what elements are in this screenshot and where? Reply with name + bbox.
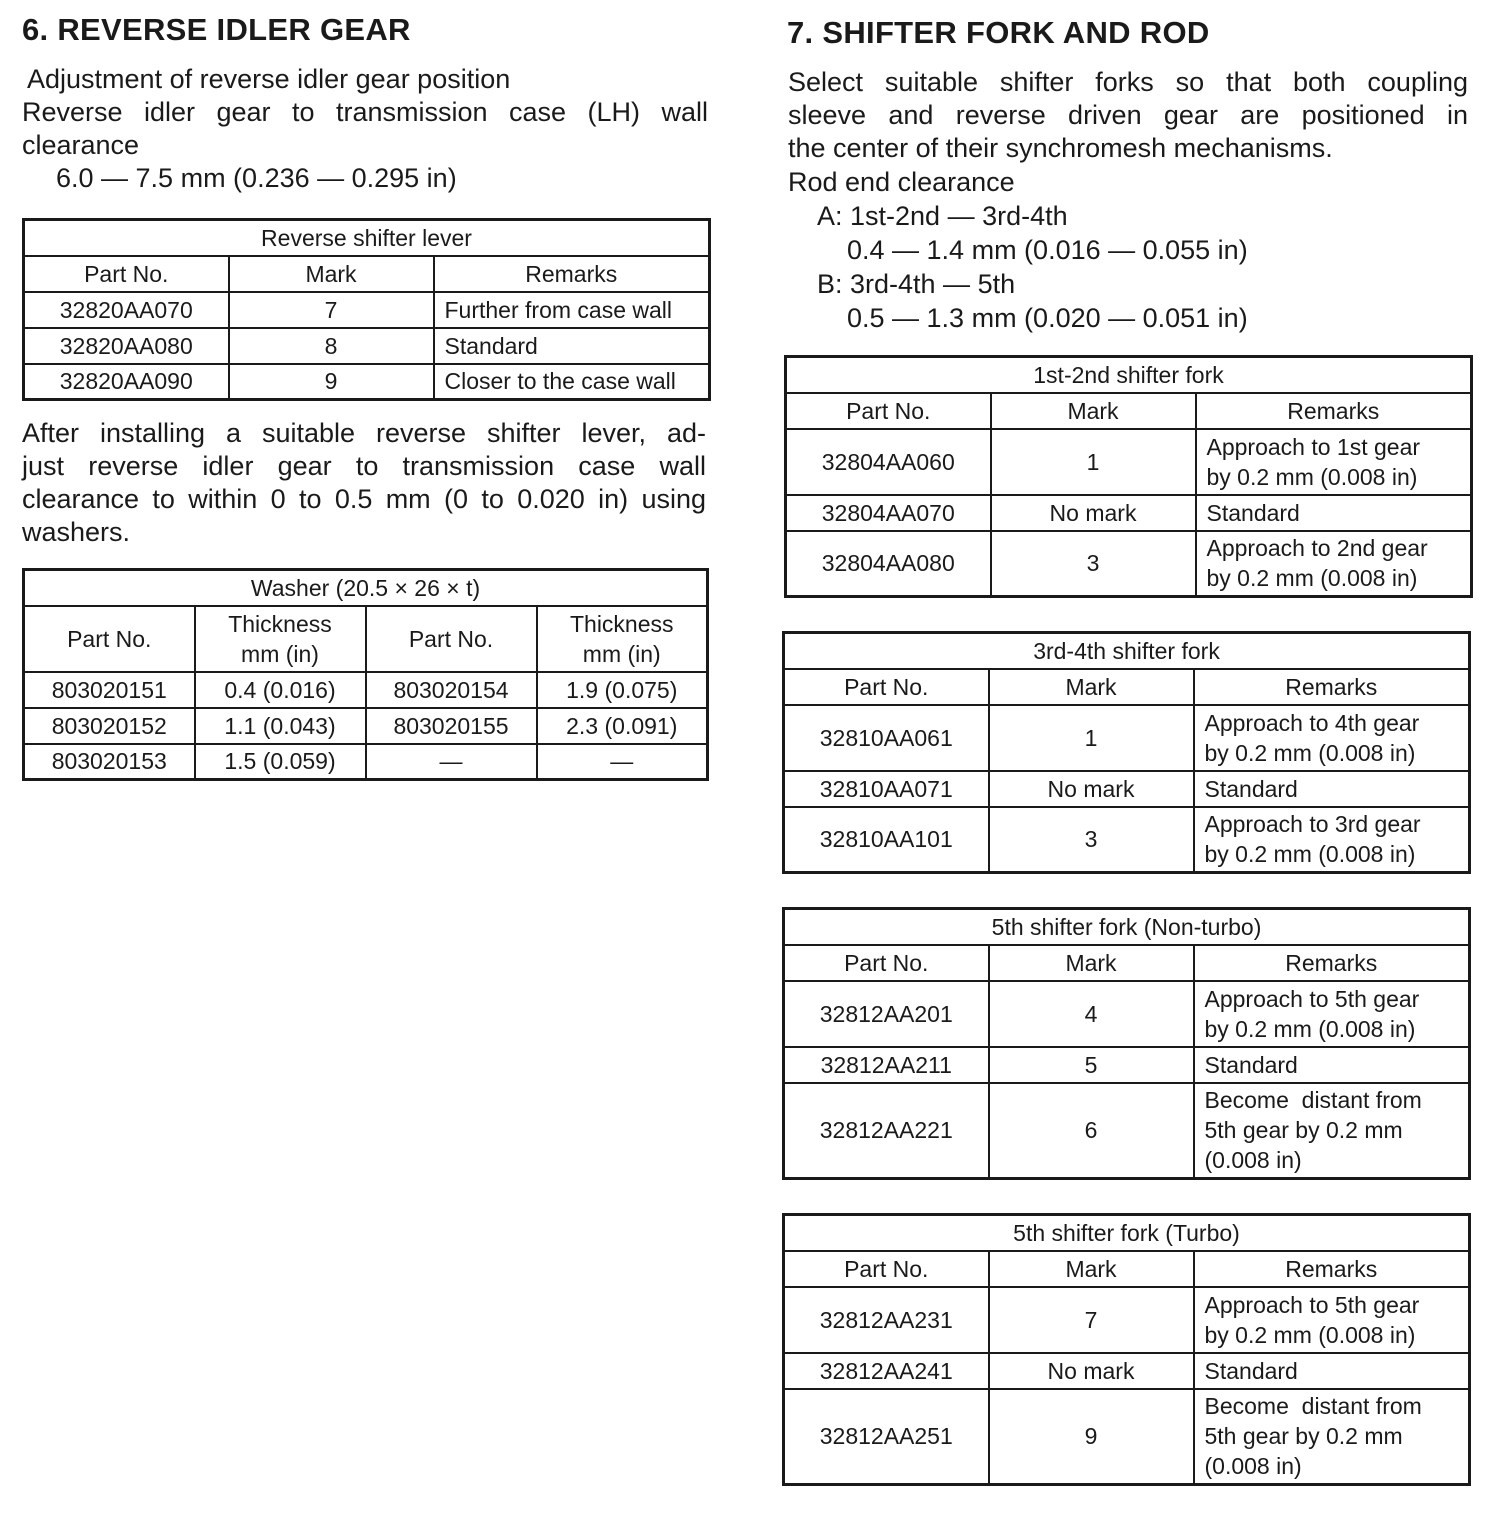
table-row xyxy=(786,531,1472,597)
mark: 9 xyxy=(229,364,434,400)
part-no: 32820AA080 xyxy=(24,328,229,364)
remarks-line: Become distant from xyxy=(1204,1087,1422,1114)
table-row xyxy=(784,1287,1470,1353)
table-caption: 3rd-4th shifter fork xyxy=(784,633,1470,669)
mark: No mark xyxy=(989,1353,1194,1389)
shifter-fork-table-5th-turbo xyxy=(782,1213,1471,1486)
intro-line: the center of their synchromesh mechanisms. xyxy=(788,133,1333,163)
remarks: Standard xyxy=(434,328,710,364)
remarks: Standard xyxy=(1194,1353,1470,1389)
table-row xyxy=(784,771,1470,807)
reverse-shifter-lever-table xyxy=(22,218,711,401)
intro-line: Reverse idler gear to transmission case (LH) wall xyxy=(22,97,708,127)
shifter-fork-table-5th-non-turbo xyxy=(782,907,1471,1180)
mark: 6 xyxy=(989,1083,1194,1179)
header-thickness xyxy=(195,606,366,672)
table-row xyxy=(784,1353,1470,1389)
table-caption: 1st-2nd shifter fork xyxy=(786,357,1472,393)
remarks xyxy=(1194,981,1470,1047)
section6-heading: 6. REVERSE IDLER GEAR xyxy=(22,12,411,47)
remarks-line: Approach to 1st gear xyxy=(1206,433,1421,460)
part-no: 32820AA070 xyxy=(24,292,229,328)
mark: No mark xyxy=(991,495,1196,531)
table-caption: Washer (20.5 × 26 × t) xyxy=(24,570,708,606)
part-no: 32804AA080 xyxy=(786,531,991,597)
table-row xyxy=(24,708,708,744)
section7-heading: 7. SHIFTER FORK AND ROD xyxy=(787,15,1210,50)
header-part-no: Part No. xyxy=(786,393,991,429)
mark: 7 xyxy=(989,1287,1194,1353)
header-thickness-unit: mm (in) xyxy=(582,640,661,667)
mark: 1 xyxy=(991,429,1196,495)
table-row xyxy=(784,807,1470,873)
header-thickness-label: Thickness xyxy=(228,610,332,637)
remarks: Closer to the case wall xyxy=(434,364,710,400)
intro-line: Select suitable shifter forks so that both coupling xyxy=(788,67,1468,97)
remarks: Standard xyxy=(1194,771,1470,807)
table-row xyxy=(24,328,710,364)
mark: 8 xyxy=(229,328,434,364)
section7-intro xyxy=(788,66,1468,335)
header-mark: Mark xyxy=(989,669,1194,705)
section6-after-text xyxy=(22,417,706,549)
part-no: 32812AA221 xyxy=(784,1083,989,1179)
after-line: just reverse idler gear to transmission case wall xyxy=(22,451,706,481)
remarks-line: by 0.2 mm (0.008 in) xyxy=(1204,1015,1416,1042)
table-row xyxy=(786,429,1472,495)
clearance-spec: 6.0 — 7.5 mm (0.236 — 0.295 in) xyxy=(56,163,457,193)
header-remarks: Remarks xyxy=(1196,393,1472,429)
remarks-line: by 0.2 mm (0.008 in) xyxy=(1204,1321,1416,1348)
intro-line: clearance xyxy=(22,130,140,160)
header-mark: Mark xyxy=(229,256,434,292)
header-mark: Mark xyxy=(989,1251,1194,1287)
part-no: 32810AA071 xyxy=(784,771,989,807)
header-thickness xyxy=(537,606,708,672)
table-row xyxy=(784,1389,1470,1485)
intro-line: sleeve and reverse driven gear are positioned in xyxy=(788,100,1468,130)
header-mark: Mark xyxy=(989,945,1194,981)
remarks xyxy=(1196,429,1472,495)
header-part-no: Part No. xyxy=(784,1251,989,1287)
mark: 9 xyxy=(989,1389,1194,1485)
header-part-no: Part No. xyxy=(784,945,989,981)
remarks-line: Become distant from xyxy=(1204,1393,1422,1420)
part-no: 32812AA251 xyxy=(784,1389,989,1485)
after-line: After installing a suitable reverse shifter lever, ad- xyxy=(22,418,706,448)
part-no: 32812AA241 xyxy=(784,1353,989,1389)
table-row xyxy=(24,364,710,400)
part-no: 32810AA061 xyxy=(784,705,989,771)
thickness: 1.1 (0.043) xyxy=(195,708,366,744)
remarks-line: Approach to 4th gear xyxy=(1204,709,1420,736)
part-no: 32820AA090 xyxy=(24,364,229,400)
remarks-line: (0.008 in) xyxy=(1204,1453,1302,1480)
after-line: clearance to within 0 to 0.5 mm (0 to 0.020 in) using xyxy=(22,484,706,514)
remarks: Standard xyxy=(1196,495,1472,531)
part-no: 32804AA060 xyxy=(786,429,991,495)
remarks xyxy=(1194,1287,1470,1353)
header-remarks: Remarks xyxy=(1194,945,1470,981)
remarks xyxy=(1196,531,1472,597)
part-no: — xyxy=(366,744,537,780)
remarks-line: Approach to 5th gear xyxy=(1204,1291,1420,1318)
remarks-line: by 0.2 mm (0.008 in) xyxy=(1206,463,1418,490)
rod-end-clearance-label: Rod end clearance xyxy=(788,167,1015,197)
remarks-line: 5th gear by 0.2 mm xyxy=(1204,1117,1403,1144)
remarks-line: Approach to 2nd gear xyxy=(1206,535,1428,562)
clearance-b-label: B: 3rd-4th — 5th xyxy=(817,269,1016,299)
remarks-line: 5th gear by 0.2 mm xyxy=(1204,1423,1403,1450)
header-part-no: Part No. xyxy=(24,606,195,672)
header-remarks: Remarks xyxy=(1194,669,1470,705)
remarks-line: by 0.2 mm (0.008 in) xyxy=(1204,841,1416,868)
part-no: 32804AA070 xyxy=(786,495,991,531)
mark: 3 xyxy=(989,807,1194,873)
part-no: 803020153 xyxy=(24,744,195,780)
clearance-a-spec: 0.4 — 1.4 mm (0.016 — 0.055 in) xyxy=(847,235,1248,265)
part-no: 32812AA231 xyxy=(784,1287,989,1353)
table-row xyxy=(24,744,708,780)
remarks: Further from case wall xyxy=(434,292,710,328)
thickness: 2.3 (0.091) xyxy=(537,708,708,744)
part-no: 32812AA201 xyxy=(784,981,989,1047)
intro-line: Adjustment of reverse idler gear position xyxy=(27,64,511,94)
table-caption: 5th shifter fork (Turbo) xyxy=(784,1215,1470,1251)
part-no: 803020154 xyxy=(366,672,537,708)
remarks-line: by 0.2 mm (0.008 in) xyxy=(1206,565,1418,592)
table-row xyxy=(784,1083,1470,1179)
table-caption: Reverse shifter lever xyxy=(24,220,710,256)
section6-intro xyxy=(22,63,708,195)
mark: 3 xyxy=(991,531,1196,597)
header-part-no: Part No. xyxy=(784,669,989,705)
remarks: Standard xyxy=(1194,1047,1470,1083)
table-row xyxy=(784,981,1470,1047)
remarks xyxy=(1194,807,1470,873)
shifter-fork-table-1st-2nd xyxy=(784,355,1473,598)
thickness: 0.4 (0.016) xyxy=(195,672,366,708)
header-mark: Mark xyxy=(991,393,1196,429)
part-no: 32812AA211 xyxy=(784,1047,989,1083)
part-no: 32810AA101 xyxy=(784,807,989,873)
remarks xyxy=(1194,1389,1470,1485)
header-thickness-unit: mm (in) xyxy=(241,640,319,667)
after-line: washers. xyxy=(22,517,131,547)
header-remarks: Remarks xyxy=(1194,1251,1470,1287)
table-row xyxy=(784,705,1470,771)
shifter-fork-table-3rd-4th xyxy=(782,631,1471,874)
thickness: — xyxy=(537,744,708,780)
remarks xyxy=(1194,705,1470,771)
remarks-line: (0.008 in) xyxy=(1204,1147,1302,1174)
header-remarks: Remarks xyxy=(434,256,710,292)
clearance-b-spec: 0.5 — 1.3 mm (0.020 — 0.051 in) xyxy=(847,303,1248,333)
remarks-line: Approach to 5th gear xyxy=(1204,985,1420,1012)
header-part-no: Part No. xyxy=(24,256,229,292)
remarks xyxy=(1194,1083,1470,1179)
header-part-no: Part No. xyxy=(366,606,537,672)
table-row xyxy=(24,672,708,708)
mark: 4 xyxy=(989,981,1194,1047)
mark: 7 xyxy=(229,292,434,328)
part-no: 803020155 xyxy=(366,708,537,744)
washer-table xyxy=(22,568,709,781)
thickness: 1.5 (0.059) xyxy=(195,744,366,780)
clearance-a-label: A: 1st-2nd — 3rd-4th xyxy=(817,201,1068,231)
mark: 5 xyxy=(989,1047,1194,1083)
table-row xyxy=(784,1047,1470,1083)
table-caption: 5th shifter fork (Non-turbo) xyxy=(784,909,1470,945)
table-row xyxy=(786,495,1472,531)
part-no: 803020151 xyxy=(24,672,195,708)
mark: 1 xyxy=(989,705,1194,771)
remarks-line: by 0.2 mm (0.008 in) xyxy=(1204,739,1416,766)
thickness: 1.9 (0.075) xyxy=(537,672,708,708)
mark: No mark xyxy=(989,771,1194,807)
part-no: 803020152 xyxy=(24,708,195,744)
header-thickness-label: Thickness xyxy=(569,610,674,637)
remarks-line: Approach to 3rd gear xyxy=(1204,811,1421,838)
table-row xyxy=(24,292,710,328)
